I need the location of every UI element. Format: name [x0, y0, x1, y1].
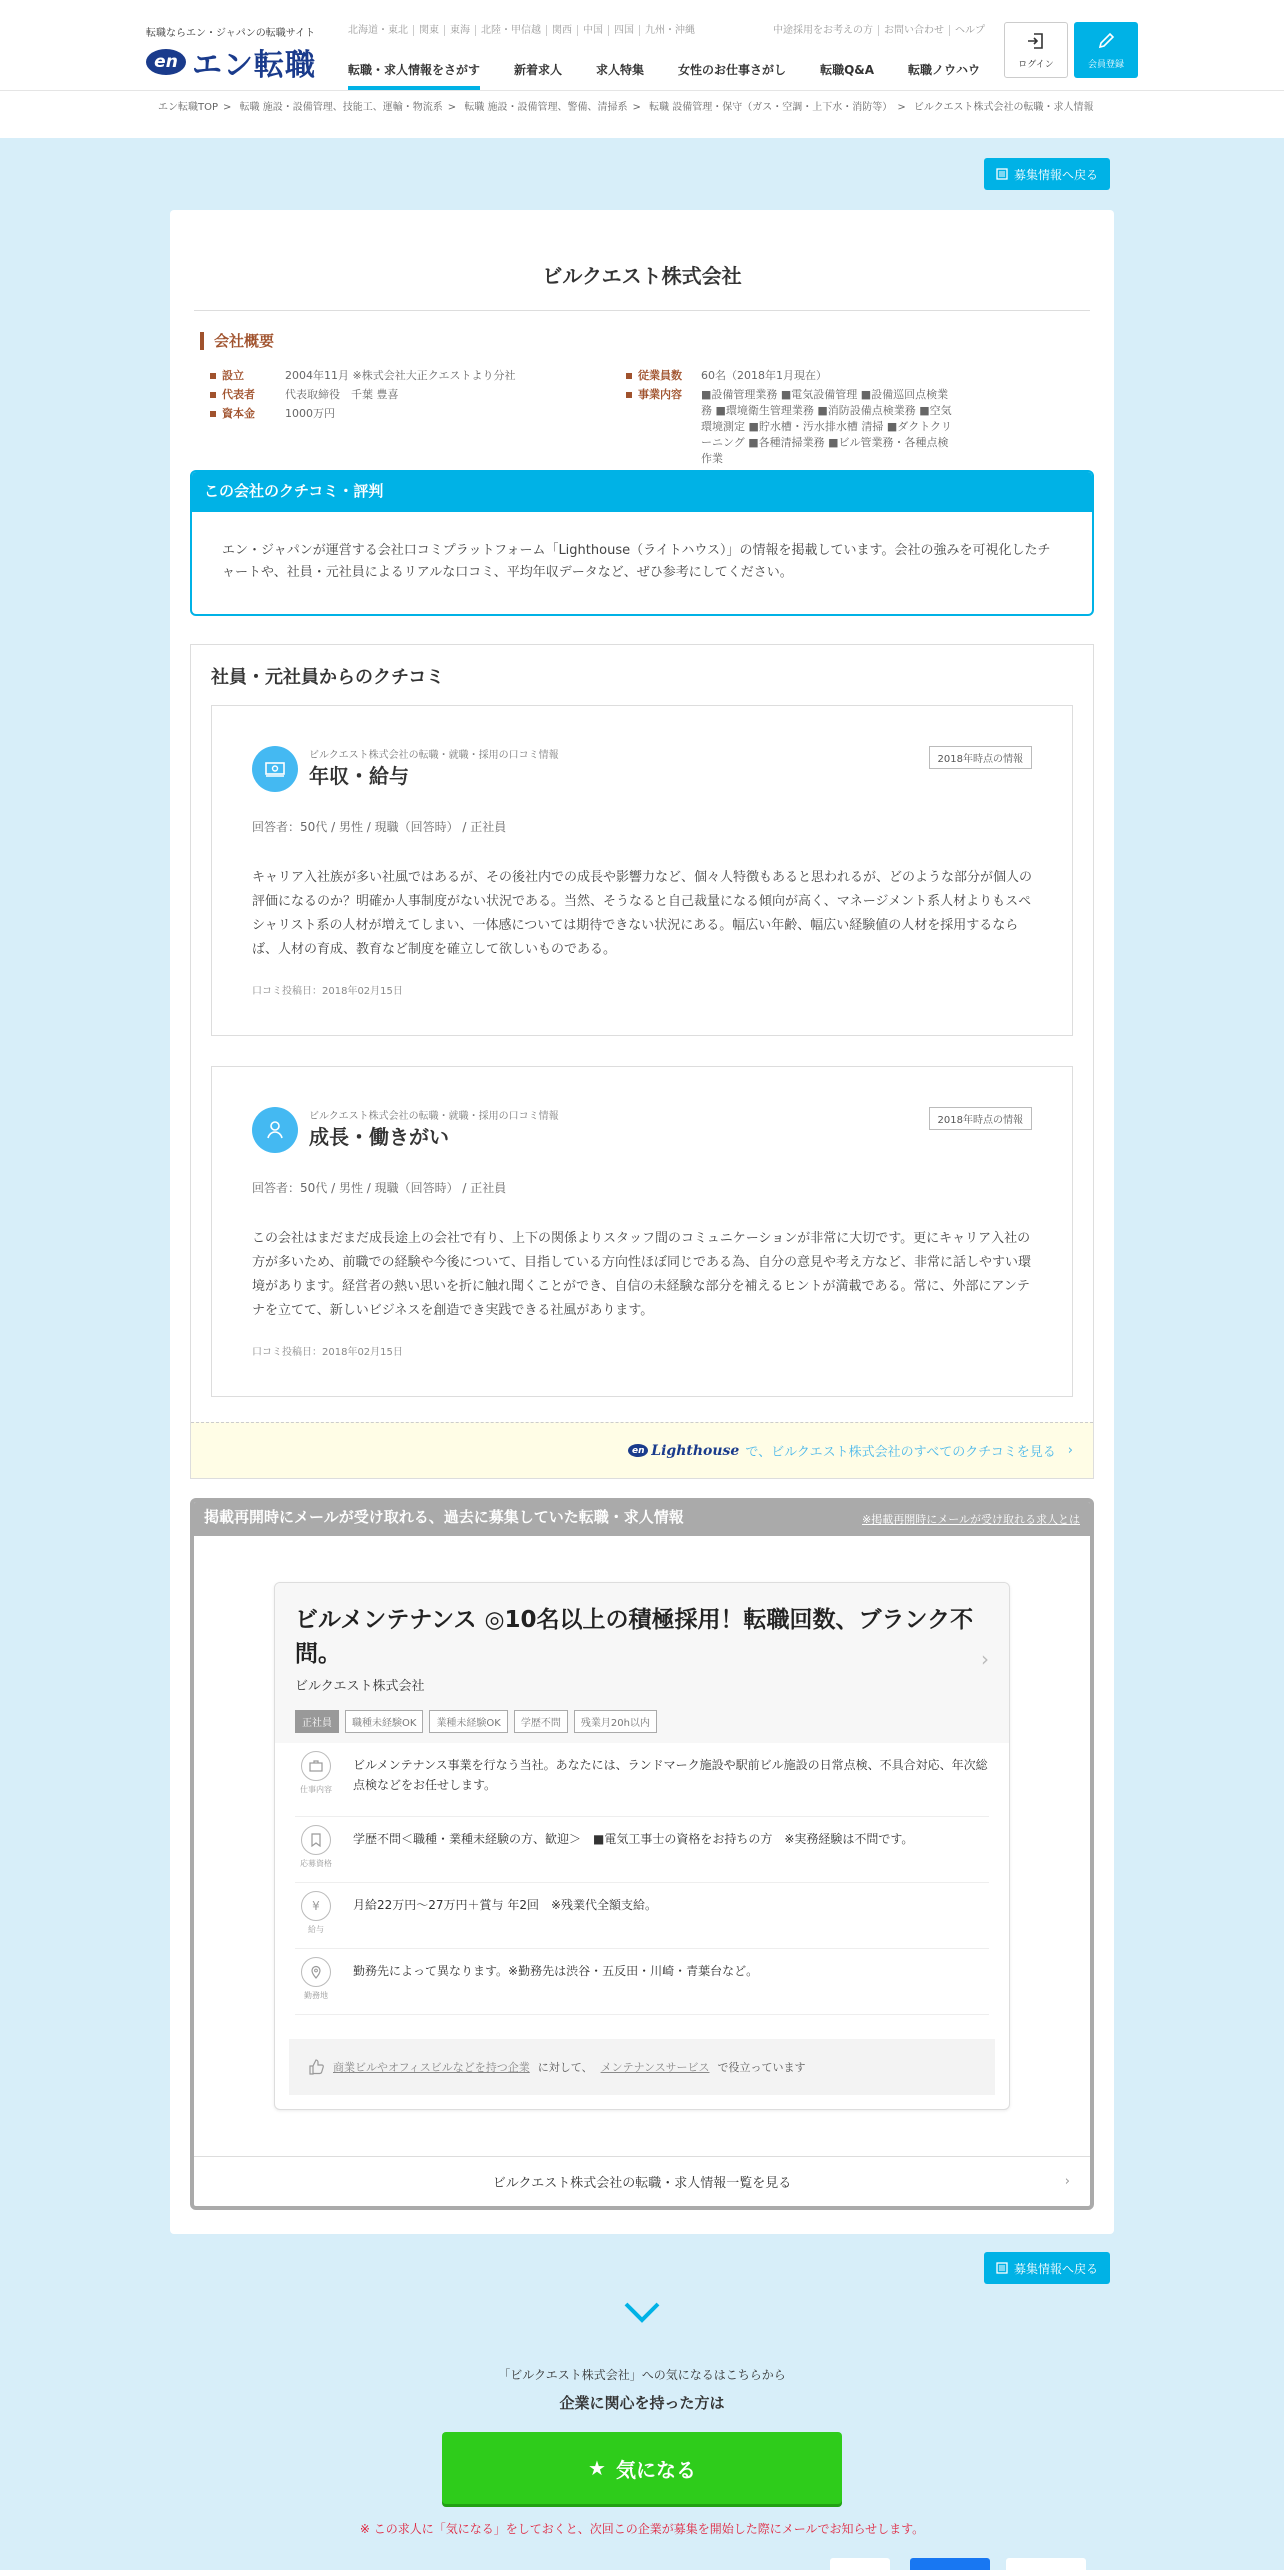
overview-label: 代表者 — [210, 387, 285, 403]
thumbs-up-icon — [307, 2058, 325, 2076]
logo-tagline: 転職ならエン・ジャパンの転職サイト — [146, 28, 316, 39]
past-jobs-heading: 掲載再開時にメールが受け取れる、過去に募集していた転職・求人情報 — [204, 1508, 684, 1526]
nav-features[interactable]: 求人特集 — [596, 63, 645, 77]
utility-links — [768, 25, 990, 36]
back-label: 募集情報へ戻る — [1014, 167, 1099, 182]
job-card[interactable] — [274, 1582, 1010, 2110]
pencil-icon — [1096, 31, 1116, 51]
overview-value: 代表取締役 千葉 豊喜 — [285, 388, 399, 401]
overview-row — [210, 406, 335, 422]
region-link[interactable]: 関東 — [414, 25, 445, 36]
kuchikomi-body: エン・ジャパンが運営する会社口コミプラットフォーム「Lighthouse（ライトハウス）」の情報を掲載しています。会社の強みを可視化したチャートや、社員・元社員によるリアルな口コミ、平均年収データなど、ぜひ参考にしてください。 — [222, 543, 1051, 580]
kininaru-note: ※ この求人に「気になる」をしておくと、次回この企業が募集を開始した際にメールでお知らせします。 — [359, 2522, 925, 2536]
job-tags — [295, 1710, 989, 1733]
region-link[interactable]: 九州・沖縄 — [645, 25, 695, 36]
back-to-job-button-top[interactable] — [984, 158, 1110, 190]
overview-row — [210, 368, 515, 384]
util-link-employers[interactable]: 中途採用をお考えの方 — [768, 25, 879, 36]
region-link[interactable]: 中国 — [578, 25, 609, 36]
job-tag: 学歴不問 — [514, 1710, 568, 1733]
overview-label: 設立 — [210, 368, 285, 384]
job-tag: 業種未経験OK — [429, 1710, 507, 1733]
chevron-right-icon: › — [981, 1647, 989, 1671]
reviews-section — [190, 644, 1094, 1479]
breadcrumb: エン転職TOP > 転職 施設・設備管理、技能工、運輸・物流系 > 転職 施設・設備管理、警備、清掃系 > 転職 設備管理・保守（ガス・空調・上下水・消防等） > ビルクエスト株式会社の転職・求人情報 — [0, 90, 1284, 138]
job-row-text: 月給22万円～27万円＋賞与 年2回 ※残業代全額支給。 — [353, 1898, 658, 1912]
industry-target-link[interactable]: 商業ビルやオフィスビルなどを持つ企業 — [333, 2061, 530, 2074]
region-link[interactable]: 北海道・東北 — [348, 25, 414, 36]
bookmark-icon — [301, 1825, 331, 1855]
job-detail-row — [295, 1891, 989, 1949]
job-row-label: 応募資格 — [300, 1859, 332, 1868]
kininaru-label: 気になる — [615, 2457, 696, 2482]
job-row-label: 勤務地 — [304, 1991, 328, 2000]
overview-row — [626, 368, 827, 384]
review-subtitle: ビルクエスト株式会社の転職・就職・採用の口コミ情報 — [309, 750, 559, 761]
job-detail-row — [295, 1825, 989, 1883]
job-row-text: 学歴不問＜職種・業種未経験の方、歓迎＞ ■電気工事士の資格をお持ちの方 ※実務経験は不問です。 — [353, 1832, 914, 1846]
review-card — [211, 705, 1073, 1036]
lighthouse-all-reviews-link[interactable] — [191, 1422, 1093, 1478]
review-category: 成長・働きがい — [309, 1125, 449, 1149]
back-label: 募集情報へ戻る — [1014, 2261, 1099, 2276]
briefcase-icon — [301, 1751, 331, 1781]
breadcrumb-item[interactable]: 転職 設備管理・保守（ガス・空調・上下水・消防等） — [649, 102, 893, 113]
job-tag: 正社員 — [295, 1710, 339, 1733]
overview-value: 60名（2018年1月現在） — [701, 369, 827, 382]
reviews-title: 社員・元社員からのクチコミ — [211, 667, 445, 688]
industry-end-text: で役立っています — [717, 2061, 806, 2074]
job-row-text: ビルメンテナンス事業を行なう当社。あなたには、ランドマーク施設や駅前ビル施設の日常点検、不具合対応、年次総点検などをお任せします。 — [353, 1758, 988, 1792]
share-button-stub[interactable] — [830, 2558, 890, 2570]
review-post-date: 口コミ投稿日：2018年02月15日 — [252, 986, 403, 997]
chevron-right-icon: › — [1064, 2174, 1070, 2189]
job-title: ビルメンテナンス ◎10名以上の積極採用！転職回数、ブランク不問。 — [295, 1607, 974, 1667]
job-list-link-text: ビルクエスト株式会社の転職・求人情報一覧を見る — [492, 2176, 792, 2191]
util-link-contact[interactable]: お問い合わせ — [879, 25, 950, 36]
login-icon — [1026, 31, 1046, 51]
job-detail-row — [295, 1957, 989, 2015]
location-pin-icon — [301, 1957, 331, 1987]
review-date-badge: 2018年時点の情報 — [929, 1107, 1032, 1130]
lighthouse-logo: en Lighthouse — [628, 1443, 739, 1459]
past-jobs-header — [194, 1502, 1090, 1536]
star-icon: ★ — [588, 2456, 606, 2480]
divider — [194, 310, 1090, 311]
job-row-label: 給与 — [308, 1925, 324, 1934]
review-category: 年収・給与 — [309, 764, 409, 788]
overview-value: 1000万円 — [285, 407, 335, 420]
login-label: ログイン — [1018, 59, 1054, 70]
overview-value: 2004年11月 ※株式会社大正クエストより分社 — [285, 369, 516, 382]
nav-search-jobs[interactable]: 転職・求人情報をさがす — [348, 60, 497, 90]
breadcrumb-item[interactable]: エン転職TOP — [158, 102, 219, 113]
job-list-link[interactable] — [194, 2156, 1090, 2206]
kuchikomi-box — [190, 470, 1094, 616]
industry-service-link[interactable]: メンテナンスサービス — [600, 2061, 710, 2074]
chevron-down-icon — [622, 2300, 662, 2328]
job-company: ビルクエスト株式会社 — [295, 1679, 425, 1694]
job-row-label: 仕事内容 — [300, 1785, 332, 1794]
region-link[interactable]: 北陸・甲信越 — [476, 25, 547, 36]
job-tag: 職種未経験OK — [345, 1710, 423, 1733]
company-name: ビルクエスト株式会社 — [542, 264, 742, 288]
job-detail-row — [295, 1751, 989, 1817]
breadcrumb-current: ビルクエスト株式会社の転職・求人情報 — [913, 102, 1094, 113]
chevron-right-icon: › — [1067, 1443, 1073, 1458]
site-logo[interactable] — [146, 40, 316, 84]
overview-label: 従業員数 — [626, 368, 701, 384]
logo-en-mark: en — [146, 49, 186, 75]
region-links — [348, 25, 700, 36]
overview-value: ■設備管理業務 ■電気設備管理 ■設備巡回点検業務 ■環境衛生管理業務 ■消防設備点検業務 ■空気環境測定 ■貯水槽・汚水排水槽 清掃 ■ダクトクリーニング ■各種清掃業務 ■ビル管業務・各種点検作業 — [701, 388, 953, 465]
overview-row — [210, 387, 399, 403]
share-button-stub[interactable] — [1006, 2558, 1086, 2570]
logo-text: エン転職 — [192, 48, 316, 83]
kininaru-button[interactable] — [442, 2432, 842, 2504]
nav-women-jobs[interactable]: 女性のお仕事さがし — [678, 63, 787, 77]
industry-mid-text: に対して、 — [537, 2061, 593, 2074]
lighthouse-link-text: で、ビルクエスト株式会社のすべてのクチコミを見る — [745, 1445, 1056, 1460]
nav-qa[interactable]: 転職Q&A — [820, 63, 875, 77]
region-link[interactable]: 東海 — [445, 25, 476, 36]
review-subtitle: ビルクエスト株式会社の転職・就職・採用の口コミ情報 — [309, 1111, 559, 1122]
bottom-title: 企業に関心を持った方は — [559, 2394, 725, 2412]
job-row-text: 勤務先によって異なります。※勤務先は渋谷・五反田・川崎・青葉台など。 — [353, 1964, 759, 1978]
review-post-date: 口コミ投稿日：2018年02月15日 — [252, 1347, 403, 1358]
review-text: この会社はまだまだ成長途上の会社で有り、上下の関係よりスタッフ間のコミュニケーションが非常に大切です。更にキャリア入社の方が多いため、前職での経験や今後について、目指している方向性ほぼ同じである為、自分の意見や考え方など、非常に話しやすい環境があります。経営者の熱い思いを折に触れ聞くことができ、自信の未経験な部分を補えるヒントが満載である。常に、外部にアンテナを立てて、新しいビジネスを創造でき実践できる社風があります。 — [252, 1231, 1031, 1318]
region-link[interactable]: 関西 — [547, 25, 578, 36]
util-link-help[interactable]: ヘルプ — [955, 25, 985, 36]
review-text: キャリア入社族が多い社風ではあるが、その後社内での成長や影響力など、個々人特徴もあると思われるが、どのような部分が個人の評価になるのか？明確か人事制度がない状況である。当然、そうなると自己裁量になる傾向が高く、マネージメント系人材よりもスペシャリスト系の人材が増えてしまい、一体感については期待できない状況にある。幅広い年齢、幅広い経験値の人材を採用するならば、人材の育成、教育など制度を確立して欲しいものである。 — [252, 870, 1033, 957]
overview-label: 資本金 — [210, 406, 285, 422]
nav-new-jobs[interactable]: 新着求人 — [514, 63, 563, 77]
growth-person-icon — [252, 1107, 298, 1153]
nav-knowhow[interactable]: 転職ノウハウ — [908, 63, 981, 77]
past-jobs-about-link[interactable]: ※掲載再開時にメールが受け取れる求人とは — [862, 1513, 1080, 1526]
review-date-badge: 2018年時点の情報 — [929, 746, 1032, 769]
site-header — [0, 0, 1284, 90]
job-tag: 残業月20h以内 — [574, 1710, 657, 1733]
back-list-icon — [996, 168, 1008, 180]
register-button[interactable] — [1074, 22, 1138, 78]
review-respondent: 回答者：50代 / 男性 / 現職（回答時） / 正社員 — [252, 1181, 507, 1195]
salary-icon — [252, 746, 298, 792]
company-card — [170, 210, 1114, 2234]
login-button[interactable] — [1004, 22, 1068, 78]
overview-row — [626, 387, 956, 467]
back-list-icon — [996, 2262, 1008, 2274]
overview-heading: 会社概要 — [200, 332, 274, 350]
back-to-job-button-bottom[interactable] — [984, 2252, 1110, 2284]
breadcrumb-item[interactable]: 転職 施設・設備管理、技能工、運輸・物流系 — [239, 102, 443, 113]
job-card-header — [275, 1583, 1009, 1743]
kuchikomi-heading: この会社のクチコミ・評判 — [192, 472, 1092, 512]
yen-icon: ¥ — [301, 1891, 331, 1921]
review-respondent: 回答者：50代 / 男性 / 現職（回答時） / 正社員 — [252, 820, 507, 834]
share-button-stub[interactable] — [910, 2558, 990, 2570]
past-jobs-section — [190, 1498, 1094, 2210]
region-link[interactable]: 四国 — [609, 25, 640, 36]
main-nav — [348, 60, 997, 90]
breadcrumb-item[interactable]: 転職 施設・設備管理、警備、清掃系 — [464, 102, 628, 113]
job-industry-note — [289, 2039, 995, 2095]
bottom-note: 「ビルクエスト株式会社」への気になるはこちらから — [498, 2368, 786, 2382]
register-label: 会員登録 — [1087, 59, 1124, 70]
review-card — [211, 1066, 1073, 1397]
overview-label: 事業内容 — [626, 387, 701, 467]
